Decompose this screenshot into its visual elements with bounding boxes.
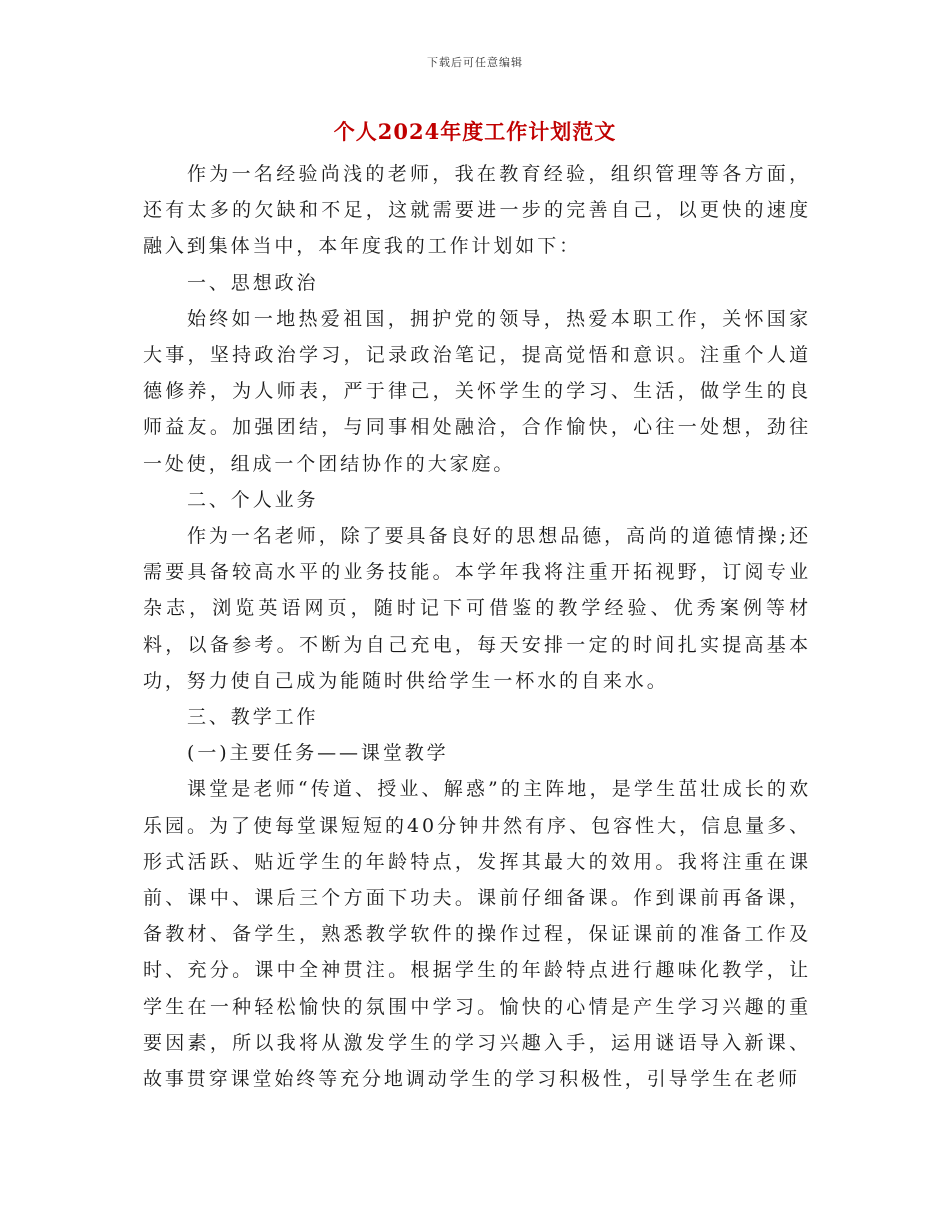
document-title: 个人2024年度工作计划范文 (333, 119, 617, 144)
teaching-paragraph: 课堂是老师“传道、授业、解惑”的主阵地，是学生茁壮成长的欢乐园。为了使每堂课短短的40分钟井然有序、包容性大，信息量多、形式活跃、贴近学生的年龄特点，发挥其最大的效用。我将注重在课前、课中、课后三个方面下功夫。课前仔细备课。作到课前再备课，备教材、备学生，熟悉教学软件的操作过程，保证课前的准备工作及时、充分。课中全神贯注。根据学生的年龄特点进行趣味化教学，让学生在一种轻松愉快的氛围中学习。愉快的心情是产生学习兴趣的重要因素，所以我将从激发学生的学习兴趣入手，运用谜语导入新课、故事贯穿课堂始终等充分地调动学生的学习积极性，引导学生在老师 (143, 778, 811, 1091)
section-heading-professional: 二、个人业务 (187, 488, 319, 511)
document-body (143, 156, 811, 1097)
section-heading-teaching: 三、教学工作 (187, 706, 319, 729)
ideology-paragraph: 始终如一地热爱祖国，拥护党的领导，热爱本职工作，关怀国家大事，坚持政治学习，记录政治笔记，提高觉悟和意识。注重个人道德修养，为人师表，严于律己，关怀学生的学习、生活，做学生的良师益友。加强团结，与同事相处融洽，合作愉快，心往一处想，劲往一处使，组成一个团结协作的大家庭。 (143, 307, 811, 475)
professional-paragraph: 作为一名老师，除了要具备良好的思想品德，高尚的道德情操;还需要具备较高水平的业务技能。本学年我将注重开拓视野，订阅专业杂志，浏览英语网页，随时记下可借鉴的教学经验、优秀案例等材料，以备参考。不断为自己充电，每天安排一定的时间扎实提高基本功，努力使自己成为能随时供给学生一杯水的自来水。 (143, 525, 811, 692)
section-heading-ideology: 一、思想政治 (187, 271, 319, 294)
intro-paragraph: 作为一名经验尚浅的老师，我在教育经验，组织管理等各方面，还有太多的欠缺和不足，这就需要进一步的完善自己，以更快的速度融入到集体当中，本年度我的工作计划如下： (143, 163, 811, 258)
page-header-note: 下载后可任意编辑 (427, 56, 523, 69)
subsection-heading-classroom: (一)主要任务——课堂教学 (187, 742, 449, 765)
